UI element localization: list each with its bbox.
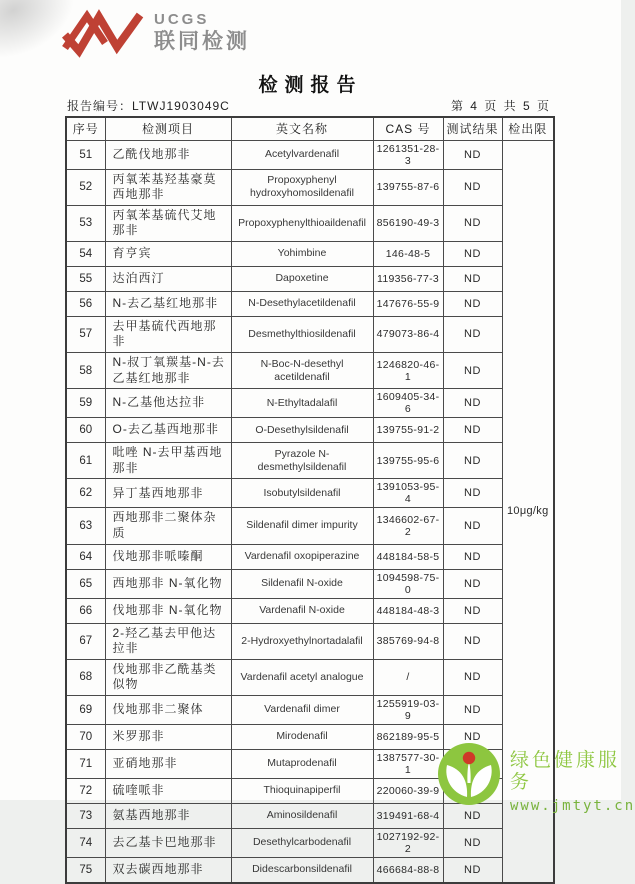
- cell-item-en: N-Ethyltadalafil: [231, 389, 373, 418]
- col-header-index: 序号: [66, 117, 105, 140]
- brand-logo: [62, 8, 250, 62]
- cell-cas: 319491-68-4: [373, 804, 443, 829]
- table-row: [66, 418, 554, 443]
- cell-cas: 119356-77-3: [373, 266, 443, 291]
- table-row: [66, 353, 554, 389]
- table-row: [66, 659, 554, 695]
- cell-item-cn: 吡唑 N-去甲基西地那非: [105, 443, 231, 479]
- cell-item-en: Vardenafil oxopiperazine: [231, 544, 373, 569]
- cell-item-cn: O-去乙基西地那非: [105, 418, 231, 443]
- cell-item-cn: 米罗那非: [105, 725, 231, 750]
- table-row: [66, 544, 554, 569]
- cell-cas: 139755-87-6: [373, 169, 443, 205]
- cell-index: 61: [66, 443, 105, 479]
- table-row: [66, 266, 554, 291]
- cell-index: 65: [66, 569, 105, 598]
- cell-cas: 220060-39-9: [373, 779, 443, 804]
- cell-index: 60: [66, 418, 105, 443]
- report-number: [67, 97, 230, 114]
- cell-index: 54: [66, 241, 105, 266]
- table-row: [66, 598, 554, 623]
- cell-cas: 1246820-46-1: [373, 353, 443, 389]
- cell-item-cn: N-去乙基红地那非: [105, 291, 231, 316]
- cell-item-en: Propoxyphenylthioaildenafil: [231, 205, 373, 241]
- cell-index: 75: [66, 858, 105, 883]
- cell-cas: 1027192-92-2: [373, 829, 443, 858]
- cell-item-cn: 氨基西地那非: [105, 804, 231, 829]
- cell-cas: 385769-94-8: [373, 623, 443, 659]
- cell-result: ND: [443, 443, 502, 479]
- col-header-item: 检测项目: [105, 117, 231, 140]
- cell-item-en: 2-Hydroxyethylnortadalafil: [231, 623, 373, 659]
- cell-index: 58: [66, 353, 105, 389]
- cell-item-cn: 丙氧苯基硫代艾地那非: [105, 205, 231, 241]
- cell-item-cn: 达泊西汀: [105, 266, 231, 291]
- cell-result: ND: [443, 858, 502, 883]
- cell-index: 63: [66, 508, 105, 544]
- green-health-logo-icon: [436, 741, 502, 807]
- cell-item-en: Desmethylthiosildenafil: [231, 316, 373, 352]
- watermark-url: www.jmtyt.cn: [510, 797, 635, 814]
- cell-result: ND: [443, 804, 502, 829]
- cell-item-en: Dapoxetine: [231, 266, 373, 291]
- cell-cas: 1391053-95-4: [373, 479, 443, 508]
- cell-item-cn: 西地那非二聚体杂质: [105, 508, 231, 544]
- cell-item-en: Yohimbine: [231, 241, 373, 266]
- cell-detection-limit: 10μg/kg: [502, 140, 554, 883]
- cell-result: ND: [443, 266, 502, 291]
- cell-result: ND: [443, 241, 502, 266]
- cell-cas: 1094598-75-0: [373, 569, 443, 598]
- cell-index: 68: [66, 659, 105, 695]
- cell-result: ND: [443, 316, 502, 352]
- cell-item-cn: N-叔丁氧羰基-N-去乙基红地那非: [105, 353, 231, 389]
- table-row: [66, 241, 554, 266]
- cell-cas: 466684-88-8: [373, 858, 443, 883]
- cell-index: 73: [66, 804, 105, 829]
- cell-result: ND: [443, 291, 502, 316]
- cell-index: 74: [66, 829, 105, 858]
- page-title: 检测报告: [258, 75, 363, 96]
- cell-cas: 147676-55-9: [373, 291, 443, 316]
- cell-item-cn: 伐地那非乙酰基类似物: [105, 659, 231, 695]
- report-number-label: 报告编号：: [67, 99, 133, 113]
- cell-item-cn: 丙氧苯基羟基豪莫西地那非: [105, 169, 231, 205]
- cell-cas: 1255919-03-9: [373, 696, 443, 725]
- cell-cas: 139755-95-6: [373, 443, 443, 479]
- table-row: [66, 316, 554, 352]
- cell-item-cn: 硫喹哌非: [105, 779, 231, 804]
- cell-result: ND: [443, 389, 502, 418]
- cell-index: 70: [66, 725, 105, 750]
- table-row: [66, 291, 554, 316]
- table-row: [66, 623, 554, 659]
- table-row: [66, 205, 554, 241]
- cell-index: 59: [66, 389, 105, 418]
- cell-cas: 856190-49-3: [373, 205, 443, 241]
- report-number-value: LTWJ1903049C: [132, 99, 230, 113]
- cell-item-en: O-Desethylsildenafil: [231, 418, 373, 443]
- cell-cas: 448184-58-5: [373, 544, 443, 569]
- table-row: [66, 479, 554, 508]
- cell-item-cn: 育亨宾: [105, 241, 231, 266]
- cell-result: ND: [443, 623, 502, 659]
- cell-result: ND: [443, 353, 502, 389]
- cell-item-en: N-Desethylacetildenafil: [231, 291, 373, 316]
- cell-item-cn: 2-羟乙基去甲他达拉非: [105, 623, 231, 659]
- cell-cas: 1387577-30-1: [373, 750, 443, 779]
- cell-result: ND: [443, 598, 502, 623]
- col-header-english-name: 英文名称: [231, 117, 373, 140]
- cell-cas: 448184-48-3: [373, 598, 443, 623]
- cell-item-en: Vardenafil N-oxide: [231, 598, 373, 623]
- cell-item-cn: 双去碳西地那非: [105, 858, 231, 883]
- cell-item-en: Pyrazole N-desmethylsildenafil: [231, 443, 373, 479]
- cell-item-cn: 去甲基硫代西地那非: [105, 316, 231, 352]
- cell-item-cn: 伐地那非哌嗪酮: [105, 544, 231, 569]
- table-row: [66, 389, 554, 418]
- table-row: [66, 829, 554, 858]
- table-row: [66, 569, 554, 598]
- table-row: [66, 443, 554, 479]
- cell-item-cn: 伐地那非 N-氧化物: [105, 598, 231, 623]
- cell-result: ND: [443, 418, 502, 443]
- cell-item-en: Isobutylsildenafil: [231, 479, 373, 508]
- brand-text: [154, 12, 250, 53]
- cell-item-en: Didescarbonsildenafil: [231, 858, 373, 883]
- cell-cas: 139755-91-2: [373, 418, 443, 443]
- cell-cas: 479073-86-4: [373, 316, 443, 352]
- cell-result: ND: [443, 479, 502, 508]
- col-header-cas: CAS 号: [373, 117, 443, 140]
- table-row: [66, 858, 554, 883]
- cell-item-en: Vardenafil dimer: [231, 696, 373, 725]
- cell-result: ND: [443, 508, 502, 544]
- cell-index: 72: [66, 779, 105, 804]
- cell-item-cn: 去乙基卡巴地那非: [105, 829, 231, 858]
- cell-item-en: Acetylvardenafil: [231, 140, 373, 169]
- cell-result: ND: [443, 725, 502, 750]
- cell-item-en: Propoxyphenyl hydroxyhomosildenafil: [231, 169, 373, 205]
- cell-item-en: Vardenafil acetyl analogue: [231, 659, 373, 695]
- cell-cas: 146-48-5: [373, 241, 443, 266]
- cell-item-en: Sildenafil N-oxide: [231, 569, 373, 598]
- cell-item-en: Aminosildenafil: [231, 804, 373, 829]
- cell-cas: 862189-95-5: [373, 725, 443, 750]
- cell-cas: 1261351-28-3: [373, 140, 443, 169]
- brand-acronym: UCGS: [154, 11, 210, 28]
- cell-result: ND: [443, 829, 502, 858]
- table-header-row: [66, 117, 554, 140]
- col-header-result: 测试结果: [443, 117, 502, 140]
- page-indicator: 第 4 页 共 5 页: [450, 99, 551, 113]
- cell-item-en: Desethylcarbodenafil: [231, 829, 373, 858]
- table-row: [66, 140, 554, 169]
- cell-item-en: Thioquinapiperfil: [231, 779, 373, 804]
- cell-result: ND: [443, 696, 502, 725]
- cell-item-en: Sildenafil dimer impurity: [231, 508, 373, 544]
- cell-index: 67: [66, 623, 105, 659]
- brand-name: 联同检测: [154, 29, 250, 53]
- cell-index: 55: [66, 266, 105, 291]
- cell-index: 69: [66, 696, 105, 725]
- cell-cas: 1609405-34-6: [373, 389, 443, 418]
- cell-cas: 1346602-67-2: [373, 508, 443, 544]
- col-header-detection-limit: 检出限: [502, 117, 554, 140]
- cell-index: 53: [66, 205, 105, 241]
- cell-index: 52: [66, 169, 105, 205]
- table-row: [66, 508, 554, 544]
- cell-result: ND: [443, 140, 502, 169]
- cell-result: ND: [443, 659, 502, 695]
- table-row: [66, 696, 554, 725]
- cell-item-cn: 异丁基西地那非: [105, 479, 231, 508]
- cell-index: 51: [66, 140, 105, 169]
- cell-item-en: Mirodenafil: [231, 725, 373, 750]
- cell-item-cn: 亚硝地那非: [105, 750, 231, 779]
- cell-index: 66: [66, 598, 105, 623]
- cell-index: 57: [66, 316, 105, 352]
- cell-item-cn: N-乙基他达拉非: [105, 389, 231, 418]
- cell-result: ND: [443, 205, 502, 241]
- cell-result: ND: [443, 544, 502, 569]
- cell-item-cn: 乙酰伐地那非: [105, 140, 231, 169]
- cell-item-en: Mutaprodenafil: [231, 750, 373, 779]
- cell-result: ND: [443, 169, 502, 205]
- cell-index: 71: [66, 750, 105, 779]
- cell-index: 64: [66, 544, 105, 569]
- watermark: [436, 741, 635, 814]
- cell-item-cn: 伐地那非二聚体: [105, 696, 231, 725]
- watermark-slogan: 绿色健康服务: [510, 750, 621, 793]
- table-row: [66, 169, 554, 205]
- cell-item-cn: 西地那非 N-氧化物: [105, 569, 231, 598]
- cell-index: 62: [66, 479, 105, 508]
- cell-item-en: N-Boc-N-desethyl acetildenafil: [231, 353, 373, 389]
- cell-result: ND: [443, 569, 502, 598]
- cell-cas: /: [373, 659, 443, 695]
- cell-index: 56: [66, 291, 105, 316]
- watermark-text: [510, 750, 635, 814]
- ucgs-logo-icon: [62, 8, 144, 62]
